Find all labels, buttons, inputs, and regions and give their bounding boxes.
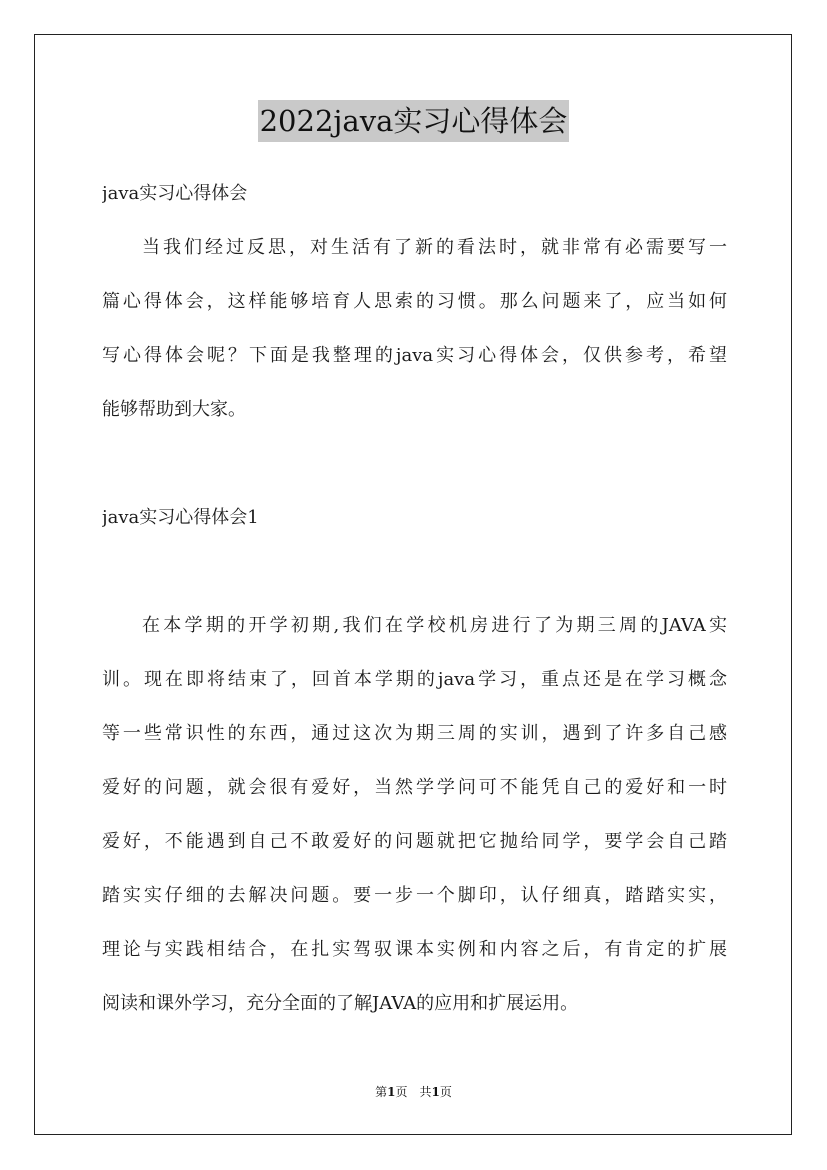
footer-mid: 页 共 <box>395 1085 432 1099</box>
intro-line-3: 写心得体会呢？下面是我整理的java实习心得体会，仅供参考，希望 <box>102 345 727 366</box>
section-line-2: 训。现在即将结束了，回首本学期的java学习，重点还是在学习概念 <box>102 669 727 690</box>
page-footer <box>0 1084 827 1100</box>
footer-page-total: 1 <box>431 1085 440 1099</box>
intro-line-2: 篇心得体会，这样能够培育人思索的习惯。那么问题来了，应当如何 <box>102 291 727 312</box>
title-container <box>0 100 827 142</box>
section-heading: java实习心得体会1 <box>102 507 259 528</box>
section-line-4: 爱好的问题，就会很有爱好，当然学学问可不能凭自己的爱好和一时 <box>102 777 727 798</box>
section-line-6: 踏实实仔细的去解决问题。要一步一个脚印，认仔细真，踏踏实实， <box>102 885 727 906</box>
footer-suffix: 页 <box>439 1085 452 1099</box>
subtitle: java实习心得体会 <box>102 183 248 204</box>
footer-prefix: 第 <box>375 1085 388 1099</box>
footer-page-current: 1 <box>387 1085 396 1099</box>
section-line-5: 爱好，不能遇到自己不敢爱好的问题就把它抛给同学，要学会自己踏 <box>102 831 727 852</box>
intro-line-1: 当我们经过反思，对生活有了新的看法时，就非常有必需要写一 <box>142 237 727 258</box>
section-line-7: 理论与实践相结合，在扎实驾驭课本实例和内容之后，有肯定的扩展 <box>102 939 727 960</box>
section-line-3: 等一些常识性的东西，通过这次为期三周的实训，遇到了许多自己感 <box>102 723 727 744</box>
intro-line-4: 能够帮助到大家。 <box>102 399 246 420</box>
document-title: 2022java实习心得体会 <box>258 100 570 142</box>
section-line-1: 在本学期的开学初期,我们在学校机房进行了为期三周的JAVA实 <box>142 615 727 636</box>
section-line-8: 阅读和课外学习，充分全面的了解JAVA的应用和扩展运用。 <box>102 993 579 1014</box>
